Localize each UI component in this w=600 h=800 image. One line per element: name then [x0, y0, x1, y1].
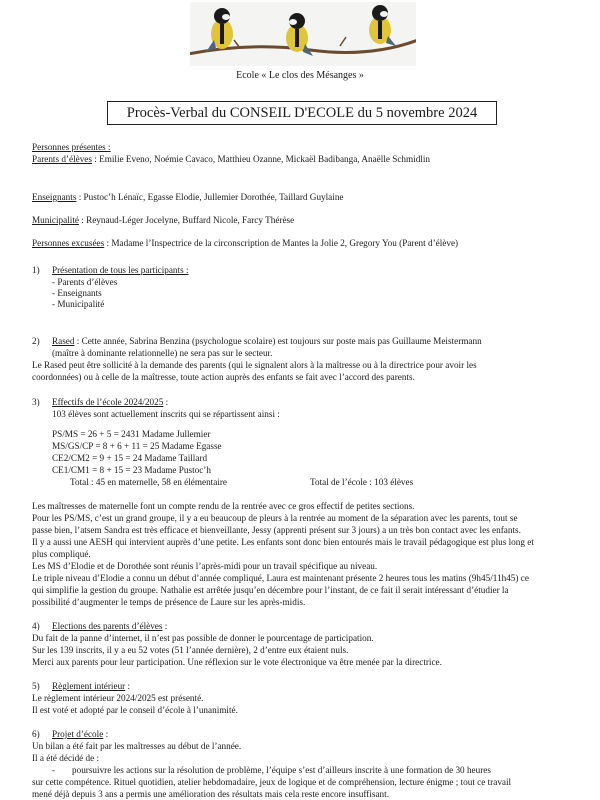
class-line: MS/GS/CP = 8 + 6 + 11 = 25 Madame Egasse — [52, 441, 222, 451]
section-6-text: sur cette compétence. Rituel quotidien, atelier hebdomadaire, jeux de logique et de compréhension, lecture énigme ; tout ce travail — [32, 777, 512, 787]
birds-on-branch-illustration — [190, 2, 416, 66]
section-1-heading: Présentation de tous les participants : — [52, 265, 189, 275]
section-6-heading-line — [52, 728, 108, 740]
section-4-text: Merci aux parents pour leur participation. Une réflexion sur le vote électronique va être menée par la directrice. — [32, 657, 442, 667]
total-school: Total de l’école : 103 élèves — [310, 477, 414, 487]
section-2-text: coordonnées) ou à celle de la maîtresse, toute action auprès des enfants se fait avec l’accord des parents. — [32, 372, 415, 382]
bird-icon — [369, 5, 396, 46]
teachers-names: : Pustoc’h Lénaïc, Egasse Elodie, Jullemier Dorothée, Taillard Guylaine — [76, 192, 344, 202]
section-6-text: mené déjà depuis 3 ans a permis une amélioration des résultats mais cela reste encore insuffisant. — [32, 789, 390, 799]
excused-names: : Madame l’Inspectrice de la circonscription de Mantes la Jolie 2, Gregory You (Parent d’élève) — [104, 238, 459, 248]
section-4-number: 4) — [32, 621, 40, 631]
section-3-paragraph-line: Les maîtresses de maternelle font un compte rendu de la rentrée avec ce gros effectif de petites sections. — [32, 501, 415, 511]
section-5-heading: Règlement intérieur — [52, 681, 126, 691]
school-name: Ecole « Le clos des Mésanges » — [236, 70, 364, 81]
section-3-paragraph-line: possibilité d’augmenter le temps de présence de Laure sur les après-midis. — [32, 597, 306, 607]
section-6-heading: Projet d’école — [52, 729, 104, 739]
teachers-line — [32, 191, 343, 203]
section-1-item: - Enseignants — [52, 288, 102, 298]
municipality-label: Municipalité — [32, 215, 79, 225]
section-6-text: Un bilan a été fait par les maîtresses au début de l’année. — [32, 741, 242, 751]
section-5-heading-suffix: : — [125, 681, 131, 691]
excused-line — [32, 237, 458, 249]
municipality-line — [32, 214, 294, 226]
section-6-heading-suffix: : — [103, 729, 109, 739]
section-1-item: - Municipalité — [52, 299, 105, 309]
section-5-number: 5) — [32, 681, 40, 691]
section-5-heading-line — [52, 680, 130, 692]
section-2-text: (maître à dominante relationnelle) ne sera pas sur le secteur. — [52, 348, 273, 358]
section-3-heading-line — [52, 396, 168, 408]
section-4-text: Du fait de la panne d’internet, il n’est pas possible de donner le pourcentage de participation. — [32, 633, 374, 643]
section-6-number: 6) — [32, 729, 40, 739]
section-4-heading-line — [52, 620, 167, 632]
section-3-paragraph-line: Il y a aussi une AESH qui intervient auprès d’une petite. Les enfants sont donc bien entourés mais le travail pédagogique est plus long et — [32, 537, 534, 547]
section-3-paragraph-line: Le triple niveau d’Elodie a connu un début d’année compliqué, Laura est maintenant présente 2 heures tous les matins (9h45/11h45) ce — [32, 573, 529, 583]
section-3-heading: Effectifs de l’école 2024/2025 — [52, 397, 164, 407]
section-3-paragraph-line: Pour les PS/MS, c’est un grand groupe, il y a eu beaucoup de pleurs à la rentrée au moment de la séparation avec les parents, tout se — [32, 513, 518, 523]
total-split: Total : 45 en maternelle, 58 en élémentaire — [70, 477, 228, 487]
bird-icon — [206, 8, 233, 52]
class-line: CE1/CM1 = 8 + 15 = 23 Madame Pustoc’h — [52, 465, 211, 475]
parents-names: : Emilie Eveno, Noémie Cavaco, Matthieu Ozanne, Mickaël Badibanga, Anaëlle Schmidlin — [91, 154, 431, 164]
municipality-names: : Reynaud-Léger Jocelyne, Buffard Nicole, Farcy Thérèse — [78, 215, 295, 225]
section-1-number: 1) — [32, 265, 40, 275]
section-2-heading: Rased — [52, 336, 75, 346]
section-4-heading: Elections des parents d’élèves — [52, 621, 163, 631]
section-3-paragraph-line: plus compliqué. — [32, 549, 91, 559]
class-line: CE2/CM2 = 9 + 15 = 24 Madame Taillard — [52, 453, 208, 463]
class-line: PS/MS = 26 + 5 = 2431 Madame Jullemier — [52, 429, 211, 439]
section-3-paragraph-line: Les MS d’Elodie et de Dorothée sont réunis l’après-midi pour un travail spécifique au niveau. — [32, 561, 378, 571]
section-5-text: Il est voté et adopté par le conseil d’école à l’unanimité. — [32, 705, 238, 715]
section-2-number: 2) — [32, 336, 40, 346]
section-6-bullet: - — [52, 765, 56, 775]
section-3-paragraph-line: qui simplifie la gestion du groupe. Nathalie est arrêtée jusqu’en décembre pour l’instant, de ce fait il serait intéressant d’étudier la — [32, 585, 509, 595]
section-3-intro: 103 élèves sont actuellement inscrits qui se répartissent ainsi : — [52, 409, 280, 419]
section-2-line — [52, 335, 482, 347]
section-4-heading-suffix: : — [162, 621, 168, 631]
section-5-text: Le règlement intérieur 2024/2025 est présenté. — [32, 693, 204, 703]
document-title: Procès-Verbal du CONSEIL D'ECOLE du 5 novembre 2024 — [107, 101, 497, 125]
section-3-number: 3) — [32, 397, 40, 407]
parents-label: Parents d’élèves — [32, 154, 92, 164]
section-3-heading-suffix: : — [163, 397, 169, 407]
excused-label: Personnes excusées — [32, 238, 105, 248]
section-1-item: - Parents d’élèves — [52, 277, 118, 287]
section-2-text: Le Rased peut être sollicité à la demande des parents (qui le signalent alors à la maîtresse ou à la directrice pour avoir les — [32, 360, 477, 370]
section-6-text: Il a été décidé de : — [32, 753, 100, 763]
school-logo — [190, 2, 416, 66]
parents-line — [32, 153, 430, 165]
present-heading: Personnes présentes : — [32, 142, 111, 152]
section-2-text: : Cette année, Sabrina Benzina (psychologue scolaire) est toujours sur poste mais pas Guillaume Meistermann — [74, 336, 482, 346]
teachers-label: Enseignants — [32, 192, 77, 202]
section-6-text: poursuivre les actions sur la résolution de problème, l’équipe s’est d’ailleurs inscrite à une formation de 30 heures — [72, 765, 491, 775]
section-4-text: Sur les 139 inscrits, il y a eu 52 votes (51 l’année dernière), 2 d’entre eux étaient nuls. — [32, 645, 349, 655]
section-3-paragraph-line: passe bien, l’atsem Sandra est très efficace et bienveillante, Jessy (apprenti présent sur 3 jours) a un très bon contact avec les enfants. — [32, 525, 521, 535]
